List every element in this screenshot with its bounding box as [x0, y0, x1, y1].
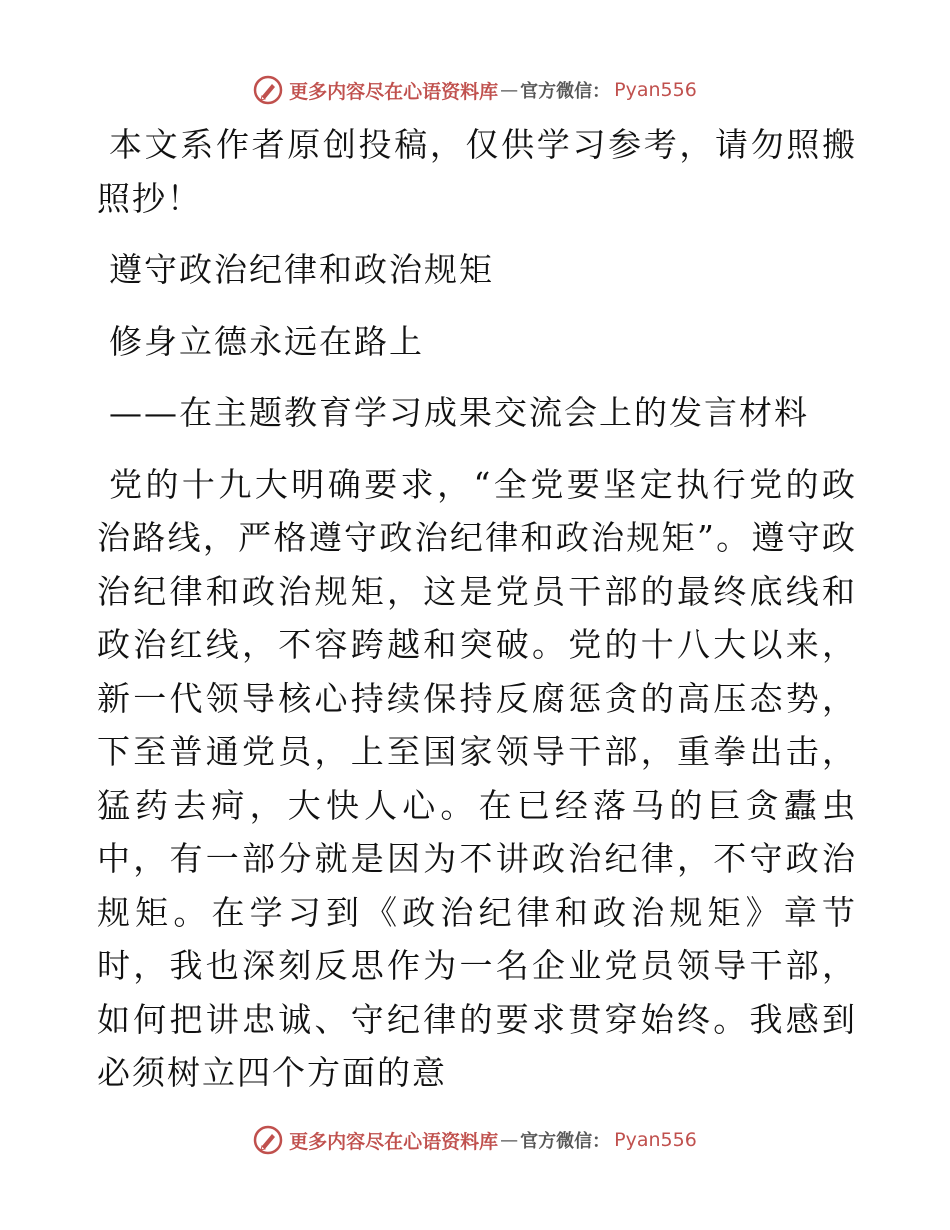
- header-watermark: [0, 70, 950, 110]
- watermark-dash: —: [500, 79, 519, 101]
- document-title-line2: 修身立德永远在路上: [109, 321, 424, 361]
- document-subtitle: ——在主题教育学习成果交流会上的发言材料: [109, 393, 809, 432]
- document-title-line1: 遵守政治纪律和政治规矩: [109, 250, 494, 289]
- footer-watermark: [0, 1120, 950, 1160]
- watermark-brand: 更多内容尽在心语资料库: [289, 1130, 499, 1153]
- watermark-brand: 更多内容尽在心语资料库: [289, 80, 499, 103]
- watermark-wechat-label: 官方微信：: [520, 81, 611, 102]
- watermark-dash: —: [500, 1129, 519, 1151]
- watermark-wechat-label: 官方微信：: [520, 1131, 611, 1152]
- copyright-notice: 本文系作者原创投稿，仅供学习参考，请勿照搬照抄！: [97, 125, 857, 218]
- pen-logo-icon: [253, 75, 283, 105]
- pen-logo-icon: [253, 1125, 283, 1155]
- watermark-wechat-id: Pyan556: [614, 79, 697, 101]
- watermark-wechat-id: Pyan556: [614, 1129, 697, 1151]
- document-content: [97, 118, 857, 1100]
- body-paragraph: 党的十九大明确要求，“全党要坚定执行党的政治路线，严格遵守政治纪律和政治规矩”。遵守政治纪律和政治规矩，这是党员干部的最终底线和政治红线，不容跨越和突破。党的十八大以来，新一代领导核心持续保持反腐惩贪的高压态势，下至普通党员，上至国家领导干部，重拳出击，猛药去疴，大快人心。在已经落马的巨贪蠹虫中，有一部分就是因为不讲政治纪律，不守政治规矩。在学习到《政治纪律和政治规矩》章节时，我也深刻反思作为一名企业党员领导干部，如何把讲忠诚、守纪律的要求贯穿始终。我感到必须树立四个方面的意: [97, 464, 857, 1092]
